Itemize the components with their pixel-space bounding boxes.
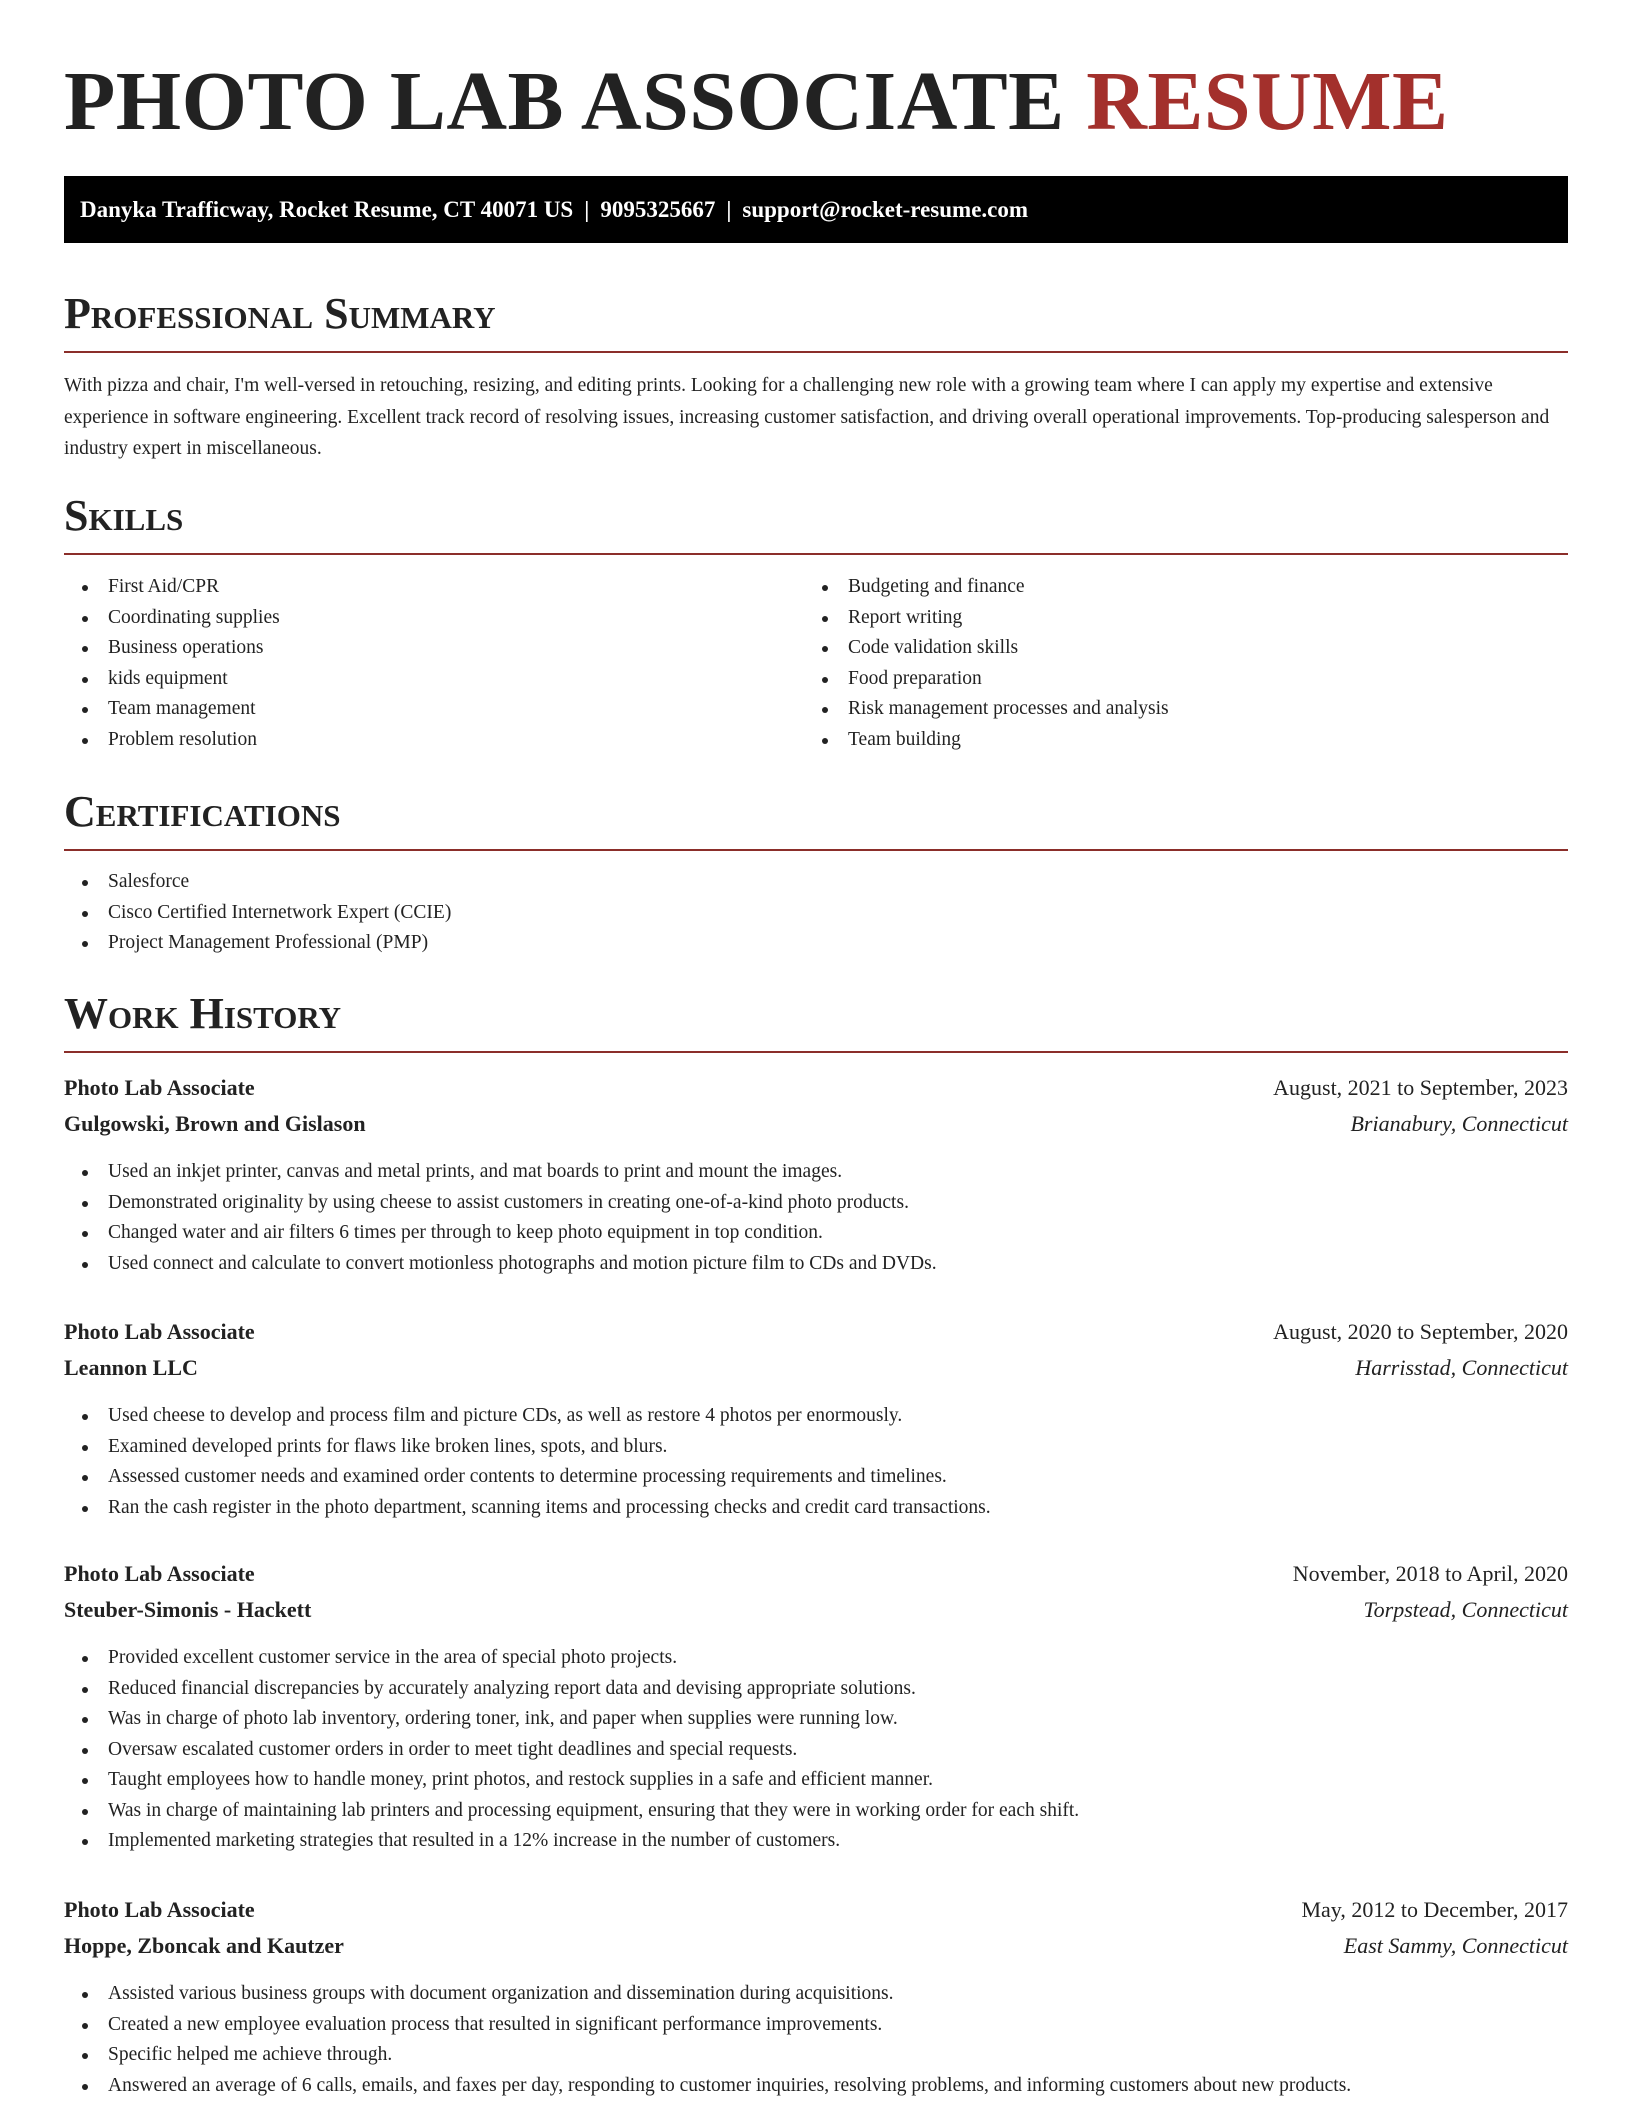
certification-item: Cisco Certified Internetwork Expert (CCIE) (64, 898, 451, 929)
job-location: Harrisstad, Connecticut (1355, 1355, 1568, 1380)
skill-item: Code validation skills (804, 633, 1169, 664)
contact-bar (64, 176, 1568, 243)
skills-heading: Skills (64, 491, 184, 540)
job-bullet: Used an inkjet printer, canvas and metal prints, and mat boards to print and mount the images. (64, 1157, 937, 1188)
job-company: Leannon LLC (64, 1355, 198, 1380)
contact-phone[interactable]: 9095325667 (600, 197, 716, 222)
job-bullet: Assisted various business groups with document organization and dissemination during acquisitions. (64, 1979, 1351, 2010)
skills-divider (64, 553, 1568, 555)
job-location: Brianabury, Connecticut (1350, 1111, 1568, 1136)
job-bullet: Reduced financial discrepancies by accurately analyzing report data and devising appropriate solutions. (64, 1674, 1079, 1705)
job-dates: August, 2020 to September, 2020 (1273, 1319, 1568, 1344)
certifications-divider (64, 849, 1568, 851)
job-bullet: Examined developed prints for flaws like broken lines, spots, and blurs. (64, 1432, 991, 1463)
certifications-list (64, 867, 451, 959)
job-company: Hoppe, Zboncak and Kautzer (64, 1933, 344, 1958)
job-bullet: Assessed customer needs and examined order contents to determine processing requirements and timelines. (64, 1462, 991, 1493)
skill-item: Risk management processes and analysis (804, 694, 1169, 725)
job-bullets (64, 1401, 991, 1523)
job-bullet: Oversaw escalated customer orders in order to meet tight deadlines and special requests. (64, 1735, 1079, 1766)
job-title: Photo Lab Associate (64, 1561, 255, 1586)
job-bullet: Changed water and air filters 6 times per through to keep photo equipment in top condition. (64, 1218, 937, 1249)
work-history-divider (64, 1051, 1568, 1053)
certification-item: Project Management Professional (PMP) (64, 928, 451, 959)
job-dates: August, 2021 to September, 2023 (1273, 1075, 1568, 1100)
job-dates: May, 2012 to December, 2017 (1301, 1897, 1568, 1922)
job-title: Photo Lab Associate (64, 1897, 255, 1922)
skills-list-right (804, 572, 1169, 755)
skill-item: kids equipment (64, 664, 280, 695)
work-history-heading: Work History (64, 989, 342, 1038)
summary-divider (64, 351, 1568, 353)
job-company: Gulgowski, Brown and Gislason (64, 1111, 366, 1136)
job-title: Photo Lab Associate (64, 1319, 255, 1344)
job-bullet: Specific helped me achieve through. (64, 2040, 1351, 2071)
job-bullet: Created a new employee evaluation process that resulted in significant performance improvements. (64, 2010, 1351, 2041)
skill-item: First Aid/CPR (64, 572, 280, 603)
job-bullet: Answered an average of 6 calls, emails, and faxes per day, responding to customer inquiries, resolving problems, and informing customers about new products. (64, 2071, 1351, 2102)
certification-item: Salesforce (64, 867, 451, 898)
skill-item: Team management (64, 694, 280, 725)
job-bullet: Used cheese to develop and process film and picture CDs, as well as restore 4 photos per enormously. (64, 1401, 991, 1432)
job-bullet: Provided excellent customer service in the area of special photo projects. (64, 1643, 1079, 1674)
skills-list-left (64, 572, 280, 755)
skill-item: Report writing (804, 603, 1169, 634)
job-location: East Sammy, Connecticut (1343, 1933, 1568, 1958)
contact-separator: | (584, 197, 590, 222)
resume-title (64, 52, 1449, 152)
skill-item: Team building (804, 725, 1169, 756)
job-company: Steuber-Simonis - Hackett (64, 1597, 312, 1622)
job-bullets (64, 1157, 937, 1279)
job-bullet: Demonstrated originality by using cheese to assist customers in creating one-of-a-kind photo products. (64, 1188, 937, 1219)
job-title: Photo Lab Associate (64, 1075, 255, 1100)
skill-item: Business operations (64, 633, 280, 664)
title-accent: RESUME (1086, 55, 1449, 148)
job-bullets (64, 1643, 1079, 1857)
summary-text: With pizza and chair, I'm well-versed in retouching, resizing, and editing prints. Looking for a challenging new role with a growing team where I can apply my expertise and extensive experience in software engineering. Excellent track record of resolving issues, increasing customer satisfaction, and driving overall operational improvements. Top-producing salesperson and industry expert in miscellaneous. (64, 375, 1550, 459)
skill-item: Budgeting and finance (804, 572, 1169, 603)
job-bullet: Used connect and calculate to convert motionless photographs and motion picture film to CDs and DVDs. (64, 1249, 937, 1280)
certifications-heading: Certifications (64, 787, 341, 836)
job-bullet: Taught employees how to handle money, print photos, and restock supplies in a safe and efficient manner. (64, 1765, 1079, 1796)
summary-heading: Professional Summary (64, 289, 496, 338)
job-dates: November, 2018 to April, 2020 (1292, 1561, 1568, 1586)
contact-separator: | (726, 197, 732, 222)
contact-address: Danyka Trafficway, Rocket Resume, CT 40071 US (80, 197, 574, 222)
job-bullet: Ran the cash register in the photo department, scanning items and processing checks and credit card transactions. (64, 1493, 991, 1524)
title-main: PHOTO LAB ASSOCIATE (64, 55, 1065, 148)
skill-item: Coordinating supplies (64, 603, 280, 634)
job-location: Torpstead, Connecticut (1363, 1597, 1568, 1622)
job-bullet: Was in charge of maintaining lab printers and processing equipment, ensuring that they were in working order for each shift. (64, 1796, 1079, 1827)
job-bullet: Implemented marketing strategies that resulted in a 12% increase in the number of customers. (64, 1826, 1079, 1857)
contact-email[interactable]: support@rocket-resume.com (742, 197, 1029, 222)
skill-item: Problem resolution (64, 725, 280, 756)
job-bullets (64, 1979, 1351, 2101)
job-bullet: Was in charge of photo lab inventory, ordering toner, ink, and paper when supplies were running low. (64, 1704, 1079, 1735)
skill-item: Food preparation (804, 664, 1169, 695)
